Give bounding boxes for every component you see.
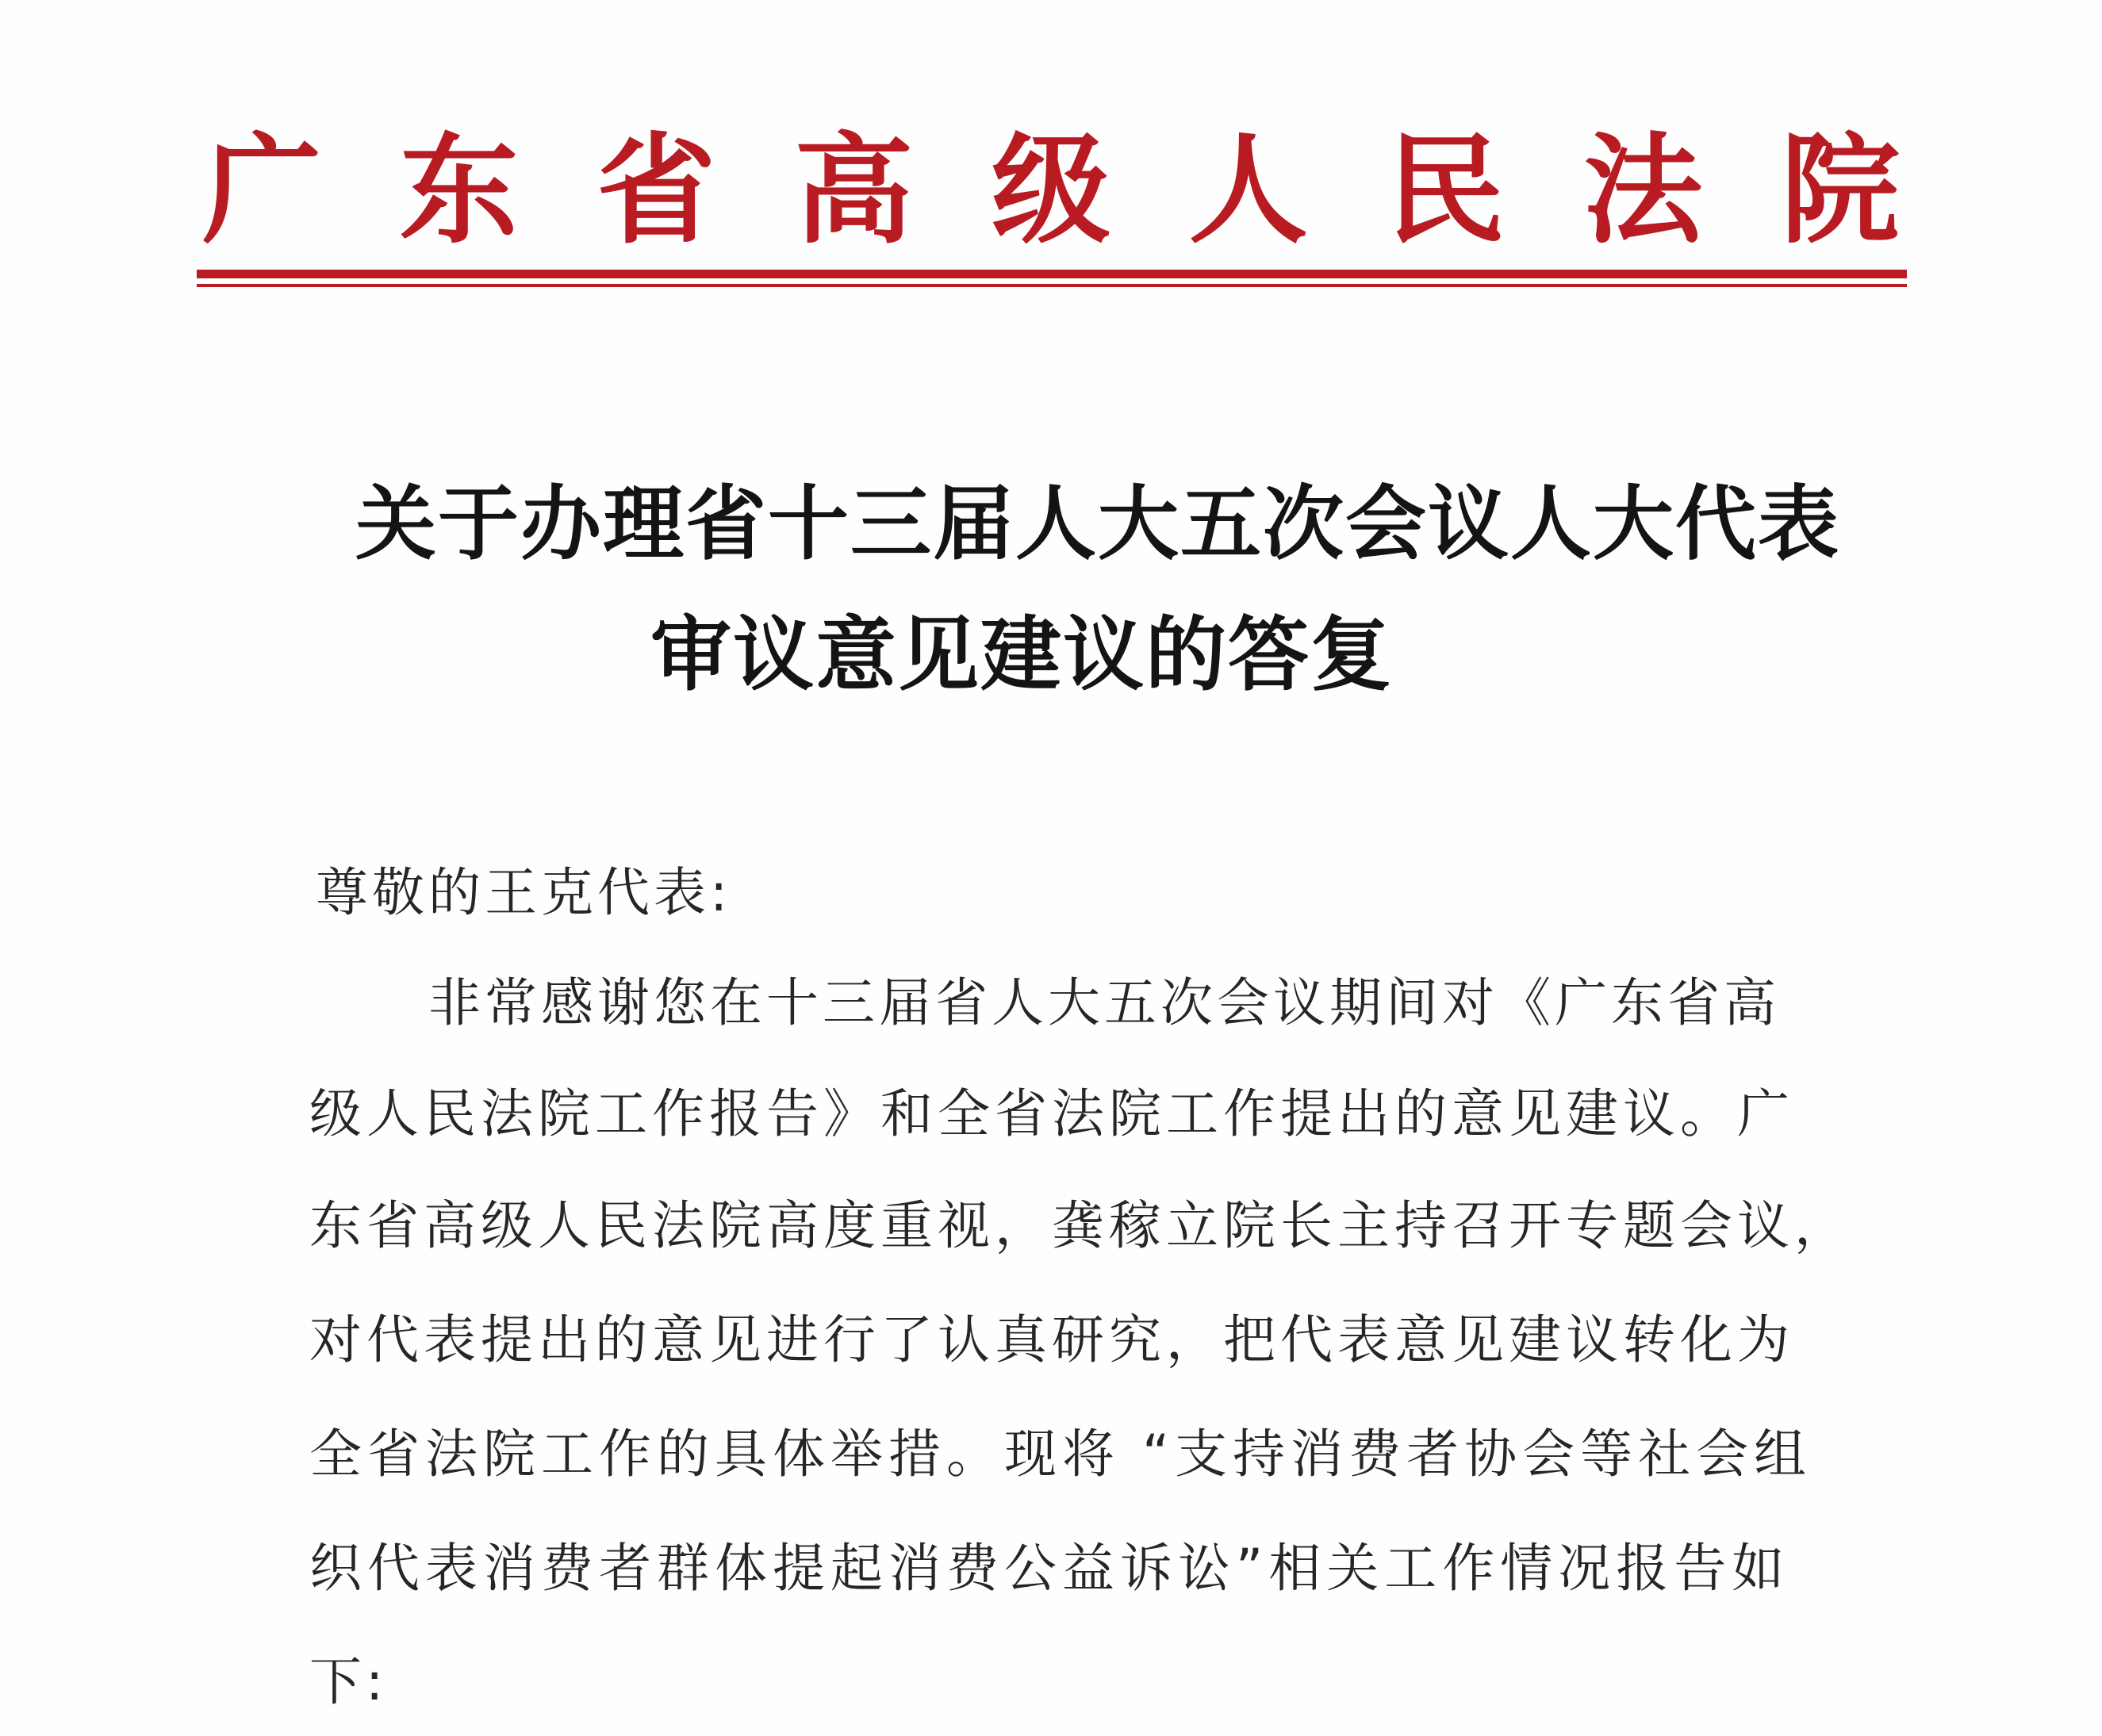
body-line: 级人民法院工作报告》和全省法院工作提出的意见建议。广 [309,1083,1794,1144]
body-line: 下: [309,1651,388,1712]
letterhead-char: 东 [399,121,519,260]
body-line: 对代表提出的意见进行了认真研究，把代表意见建议转化为 [309,1309,1794,1370]
body-line: 全省法院工作的具体举措。现将 “支持消费者协会等社会组 [309,1424,1812,1485]
letterhead-char: 省 [596,121,716,260]
divider-thin-line [197,284,1907,287]
letterhead-title [198,119,1904,262]
divider-thick-line [197,270,1907,278]
letterhead-divider [197,270,1907,289]
letterhead-char: 高 [794,121,914,260]
body-line: 织代表消费者群体提起消费公益诉讼”相关工作情况报告如 [309,1538,1790,1599]
body-line: 东省高级人民法院高度重视，龚稼立院长主持召开专题会议， [309,1195,1851,1256]
letterhead-char: 院 [1780,121,1900,260]
body-line: 非常感谢您在十三届省人大五次会议期间对《广东省高 [428,972,1780,1033]
letterhead-char: 民 [1386,121,1506,260]
letterhead-char: 广 [201,121,321,260]
letterhead-char: 人 [1188,121,1308,260]
letterhead-char: 级 [991,121,1110,260]
letterhead-char: 法 [1583,121,1703,260]
document-title-line-1: 关于办理省十三届人大五次会议人大代表 [355,477,1840,572]
salutation: 尊敬的王克代表: [316,862,732,923]
document-title-line-2: 审议意见建议的答复 [650,607,1393,703]
